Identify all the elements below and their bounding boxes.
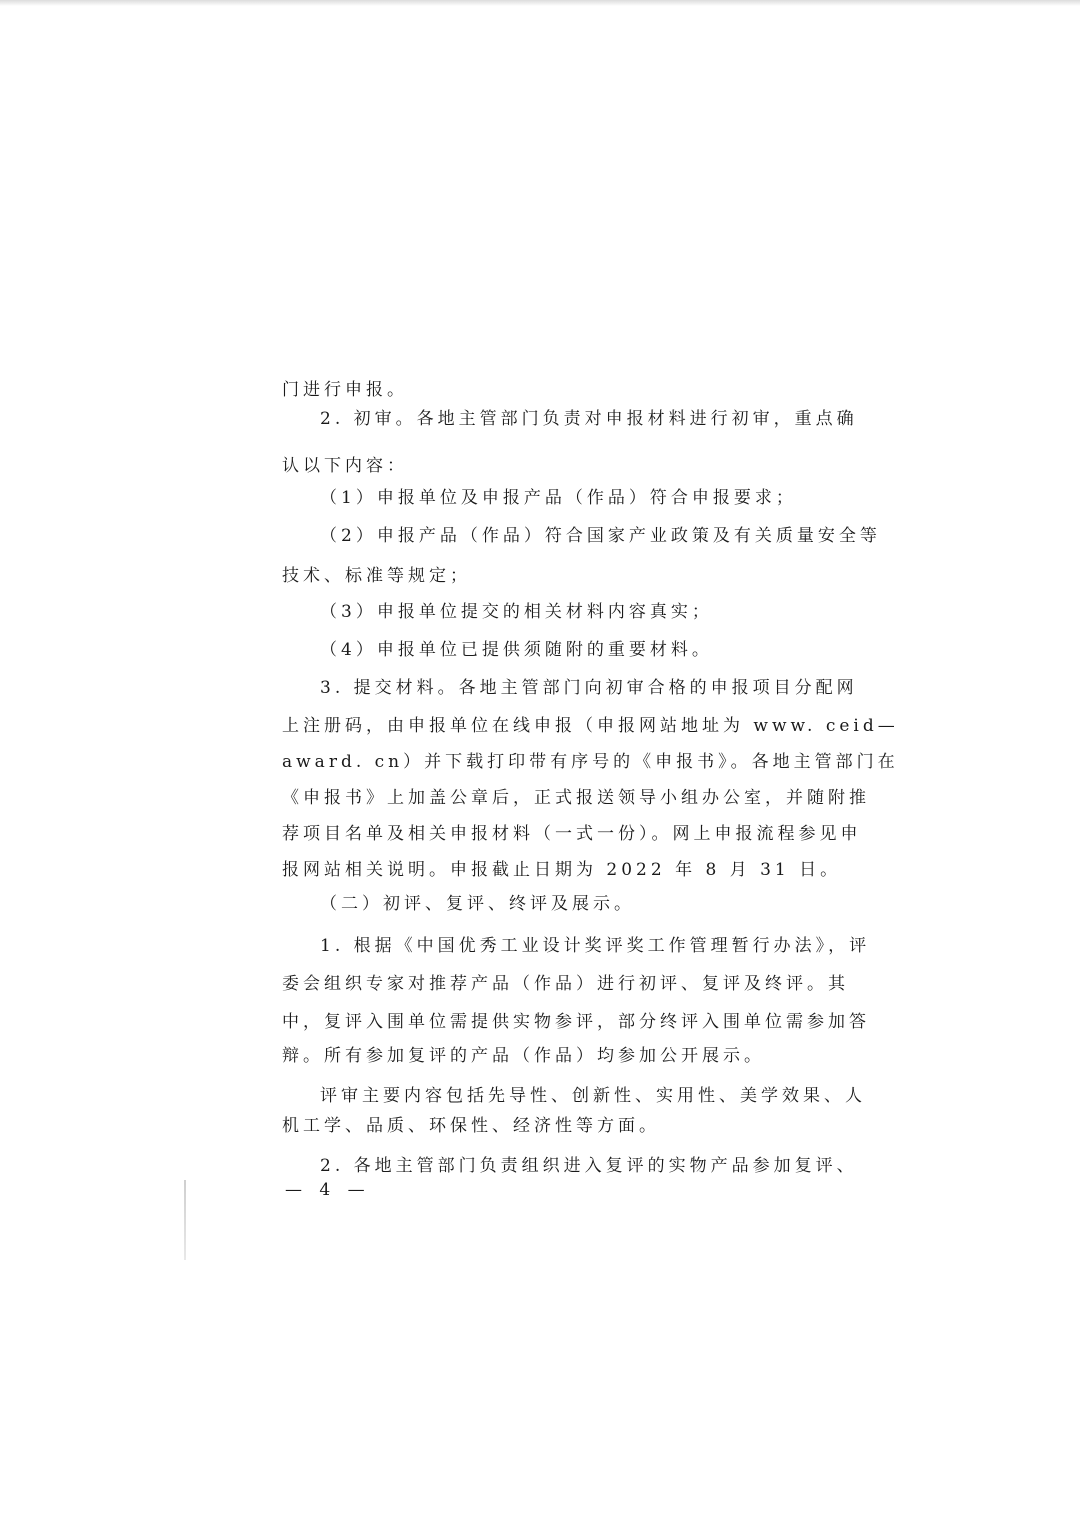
text-line: 《申报书》上加盖公章后，正式报送领导小组办公室，并随附推 bbox=[282, 788, 870, 808]
text-line: 认以下内容： bbox=[282, 456, 408, 476]
section-heading: （二）初评、复评、终评及展示。 bbox=[320, 894, 635, 914]
text-line: 2. 初审。各地主管部门负责对申报材料进行初审，重点确 bbox=[320, 409, 858, 429]
text-line: 2. 各地主管部门负责组织进入复评的实物产品参加复评、 bbox=[320, 1156, 858, 1176]
text-line: 技术、标准等规定； bbox=[282, 566, 471, 586]
scan-edge bbox=[0, 0, 1080, 6]
text-line: 委会组织专家对推荐产品（作品）进行初评、复评及终评。其 bbox=[282, 974, 849, 994]
text-line: （2）申报产品（作品）符合国家产业政策及有关质量安全等 bbox=[320, 526, 881, 546]
text-line: award. cn）并下载打印带有序号的《申报书》。各地主管部门在 bbox=[282, 752, 899, 772]
text-line: 荐项目名单及相关申报材料（一式一份）。网上申报流程参见申 bbox=[282, 824, 862, 844]
text-line: （3）申报单位提交的相关材料内容真实； bbox=[320, 602, 713, 622]
text-line: 机工学、品质、环保性、经济性等方面。 bbox=[282, 1116, 660, 1136]
text-line: 1. 根据《中国优秀工业设计奖评奖工作管理暂行办法》，评 bbox=[320, 936, 871, 956]
text-line: 报网站相关说明。申报截止日期为 2022 年 8 月 31 日。 bbox=[282, 860, 842, 880]
text-line: 辩。所有参加复评的产品（作品）均参加公开展示。 bbox=[282, 1046, 765, 1066]
page-number: — 4 — bbox=[285, 1180, 371, 1200]
text-line: （4）申报单位已提供须随附的重要材料。 bbox=[320, 640, 713, 660]
text-line: 3. 提交材料。各地主管部门向初审合格的申报项目分配网 bbox=[320, 678, 858, 698]
text-line: 门进行申报。 bbox=[282, 380, 408, 400]
text-line: 评审主要内容包括先导性、创新性、实用性、美学效果、人 bbox=[320, 1086, 866, 1106]
binding-shadow bbox=[184, 1180, 186, 1260]
text-line: 上注册码，由申报单位在线申报（申报网站地址为 www. ceid— bbox=[282, 716, 899, 736]
text-line: （1）申报单位及申报产品（作品）符合申报要求； bbox=[320, 488, 797, 508]
text-line: 中，复评入围单位需提供实物参评，部分终评入围单位需参加答 bbox=[282, 1012, 870, 1032]
